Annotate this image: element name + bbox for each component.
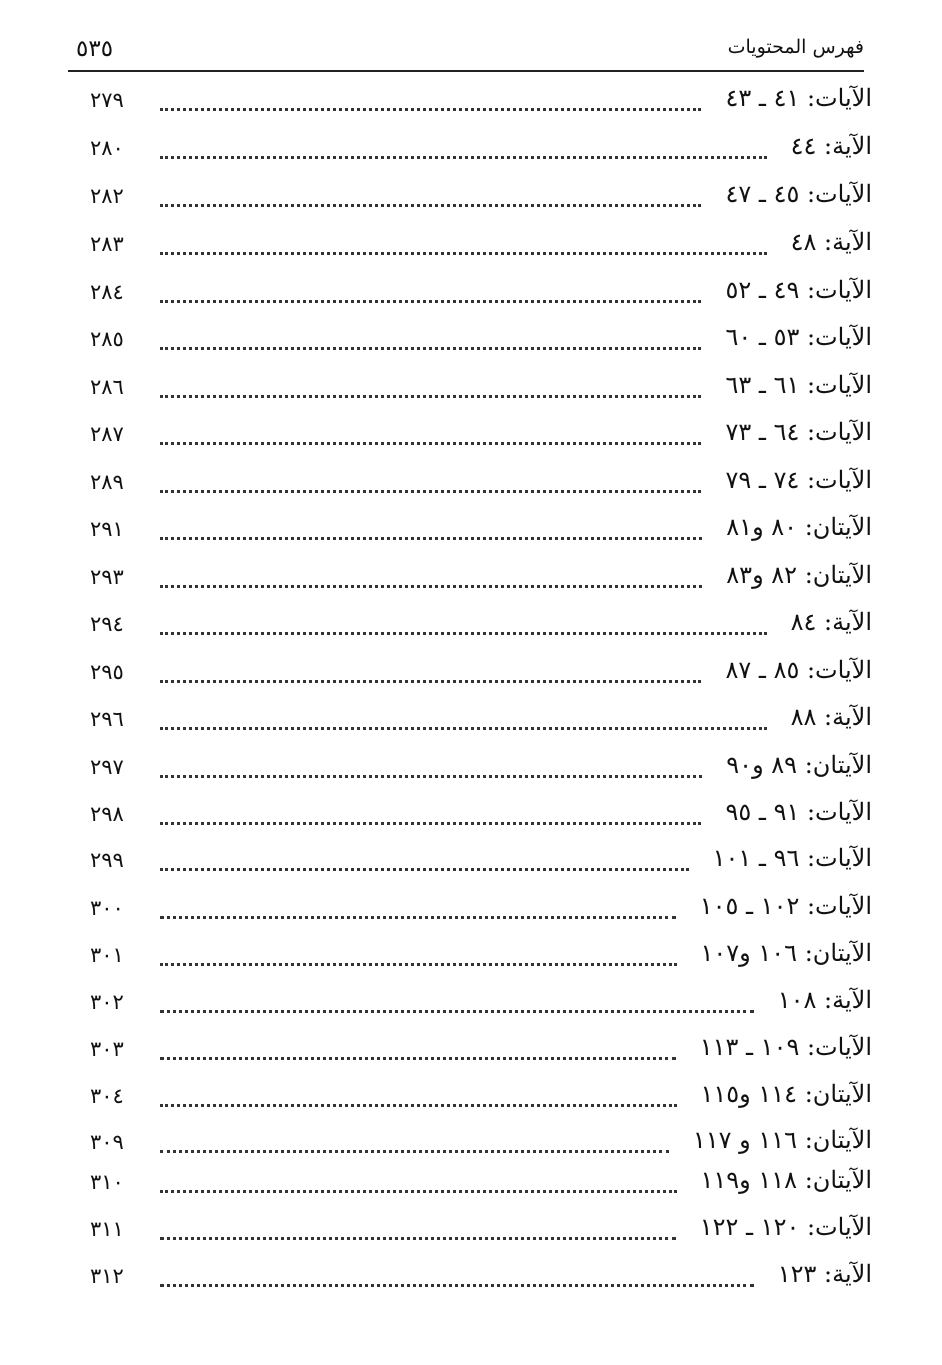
toc-entry bbox=[90, 559, 872, 599]
toc-entry-page: ٢٨٢ bbox=[90, 184, 124, 208]
toc-entry bbox=[90, 416, 872, 456]
dot-leader bbox=[160, 108, 701, 111]
dot-leader bbox=[160, 1237, 676, 1240]
toc-entry-label: الآيات: ١٠٢ ـ ١٠٥ bbox=[699, 892, 872, 920]
toc-entry bbox=[90, 842, 872, 882]
toc-entry bbox=[90, 1258, 872, 1298]
dot-leader bbox=[160, 1150, 669, 1153]
dot-leader bbox=[160, 442, 701, 445]
toc-entry-page: ٣١٠ bbox=[90, 1170, 124, 1194]
toc-entry-label: الآيات: ٤٥ ـ ٤٧ bbox=[725, 180, 872, 208]
dot-leader bbox=[160, 1057, 676, 1060]
dot-leader bbox=[160, 1190, 677, 1193]
toc-entry bbox=[90, 178, 872, 218]
toc-entry-label: الآيتان: ١١٤ و١١٥ bbox=[700, 1080, 872, 1108]
toc-entry-page: ٣٠٣ bbox=[90, 1037, 124, 1061]
toc-entry-page: ٢٨٧ bbox=[90, 422, 124, 446]
dot-leader bbox=[160, 1104, 677, 1107]
toc-entry-label: الآيات: ١٠٩ ـ ١١٣ bbox=[699, 1033, 872, 1061]
toc-entry-label: الآيات: ٥٣ ـ ٦٠ bbox=[725, 323, 872, 351]
toc-entry-page: ٢٩٣ bbox=[90, 565, 124, 589]
dot-leader bbox=[160, 916, 676, 919]
dot-leader bbox=[160, 537, 702, 540]
dot-leader bbox=[160, 156, 767, 159]
toc-entry bbox=[90, 1164, 872, 1204]
toc-entry-label: الآية: ٤٨ bbox=[790, 228, 872, 256]
dot-leader bbox=[160, 775, 702, 778]
toc-entry-label: الآيات: ٤١ ـ ٤٣ bbox=[725, 84, 872, 112]
dot-leader bbox=[160, 300, 701, 303]
toc-entry-label: الآية: ٨٤ bbox=[790, 608, 872, 636]
toc-entry-label: الآيتان: ١١٦ و ١١٧ bbox=[692, 1126, 872, 1154]
toc-entry-label: الآيتان: ١١٨ و١١٩ bbox=[700, 1166, 872, 1194]
toc-entry-page: ٢٨٠ bbox=[90, 136, 124, 160]
toc-entry-page: ٣٠٠ bbox=[90, 896, 124, 920]
dot-leader bbox=[160, 680, 701, 683]
toc-entry bbox=[90, 984, 872, 1024]
dot-leader bbox=[160, 1010, 754, 1013]
toc-entry-page: ٣١٢ bbox=[90, 1264, 124, 1288]
toc-entry-label: الآية: ٤٤ bbox=[790, 132, 872, 160]
toc-entry bbox=[90, 369, 872, 409]
dot-leader bbox=[160, 252, 767, 255]
dot-leader bbox=[160, 585, 702, 588]
toc-entry bbox=[90, 130, 872, 170]
dot-leader bbox=[160, 868, 689, 871]
toc-entry-page: ٣٠٩ bbox=[90, 1130, 124, 1154]
toc-entry-page: ٢٨٩ bbox=[90, 470, 124, 494]
toc-entry bbox=[90, 1124, 872, 1164]
toc-entry-label: الآية: ٨٨ bbox=[790, 703, 872, 731]
dot-leader bbox=[160, 490, 701, 493]
toc-entry-page: ٣٠١ bbox=[90, 943, 124, 967]
dot-leader bbox=[160, 204, 701, 207]
toc-entry-page: ٢٩٩ bbox=[90, 848, 124, 872]
dot-leader bbox=[160, 822, 701, 825]
dot-leader bbox=[160, 347, 701, 350]
toc-entry-label: الآيات: ٨٥ ـ ٨٧ bbox=[725, 656, 872, 684]
toc-entry bbox=[90, 464, 872, 504]
toc-entry-page: ٢٩٥ bbox=[90, 660, 124, 684]
toc-entry-label: الآية: ١٢٣ bbox=[777, 1260, 872, 1288]
toc-entry-label: الآيتان: ٨٠ و٨١ bbox=[726, 513, 872, 541]
running-title: فهرس المحتويات bbox=[727, 36, 864, 58]
toc-entry-page: ٢٩٧ bbox=[90, 755, 124, 779]
toc-entry-page: ٢٨٦ bbox=[90, 375, 124, 399]
toc-entry-page: ٢٨٣ bbox=[90, 232, 124, 256]
toc-entry-page: ٢٩٦ bbox=[90, 707, 124, 731]
toc-entry-page: ٣١١ bbox=[90, 1217, 124, 1241]
toc-entry-page: ٢٧٩ bbox=[90, 88, 124, 112]
toc-entry bbox=[90, 1078, 872, 1118]
toc-entry-label: الآيات: ٧٤ ـ ٧٩ bbox=[725, 466, 872, 494]
toc-entry-page: ٣٠٤ bbox=[90, 1084, 124, 1108]
toc-entry bbox=[90, 654, 872, 694]
dot-leader bbox=[160, 1284, 754, 1287]
page-header bbox=[68, 30, 864, 72]
toc-entry bbox=[90, 226, 872, 266]
toc-entry bbox=[90, 82, 872, 122]
toc-entry-label: الآيات: ٩١ ـ ٩٥ bbox=[725, 798, 872, 826]
toc-entry-label: الآيات: ٦١ ـ ٦٣ bbox=[725, 371, 872, 399]
toc-entry-page: ٣٠٢ bbox=[90, 990, 124, 1014]
toc-entry-label: الآيتان: ٨٩ و٩٠ bbox=[726, 751, 872, 779]
page-number: ٥٣٥ bbox=[76, 36, 114, 62]
toc-entry bbox=[90, 1031, 872, 1071]
toc-entry-label: الآية: ١٠٨ bbox=[777, 986, 872, 1014]
toc-entry bbox=[90, 749, 872, 789]
toc-entry-page: ٢٩١ bbox=[90, 517, 124, 541]
toc-entry bbox=[90, 274, 872, 314]
toc-entry-label: الآيات: ١٢٠ ـ ١٢٢ bbox=[699, 1213, 872, 1241]
toc-entry bbox=[90, 1211, 872, 1251]
toc-entry bbox=[90, 321, 872, 361]
toc-entry-label: الآيات: ٩٦ ـ ١٠١ bbox=[712, 844, 872, 872]
toc-entry-page: ٢٩٨ bbox=[90, 802, 124, 826]
toc-entry bbox=[90, 937, 872, 977]
toc-entry-label: الآيتان: ١٠٦ و١٠٧ bbox=[700, 939, 872, 967]
toc-entry-label: الآيتان: ٨٢ و٨٣ bbox=[726, 561, 872, 589]
toc-entry bbox=[90, 890, 872, 930]
toc-entry-page: ٢٩٤ bbox=[90, 612, 124, 636]
toc-entry bbox=[90, 606, 872, 646]
toc-entry bbox=[90, 511, 872, 551]
toc-entry-label: الآيات: ٤٩ ـ ٥٢ bbox=[725, 276, 872, 304]
dot-leader bbox=[160, 727, 767, 730]
toc-entry bbox=[90, 701, 872, 741]
toc-entry-page: ٢٨٥ bbox=[90, 327, 124, 351]
dot-leader bbox=[160, 632, 767, 635]
dot-leader bbox=[160, 963, 677, 966]
toc-entry-label: الآيات: ٦٤ ـ ٧٣ bbox=[725, 418, 872, 446]
dot-leader bbox=[160, 395, 701, 398]
toc-entry-page: ٢٨٤ bbox=[90, 280, 124, 304]
toc-entry bbox=[90, 796, 872, 836]
